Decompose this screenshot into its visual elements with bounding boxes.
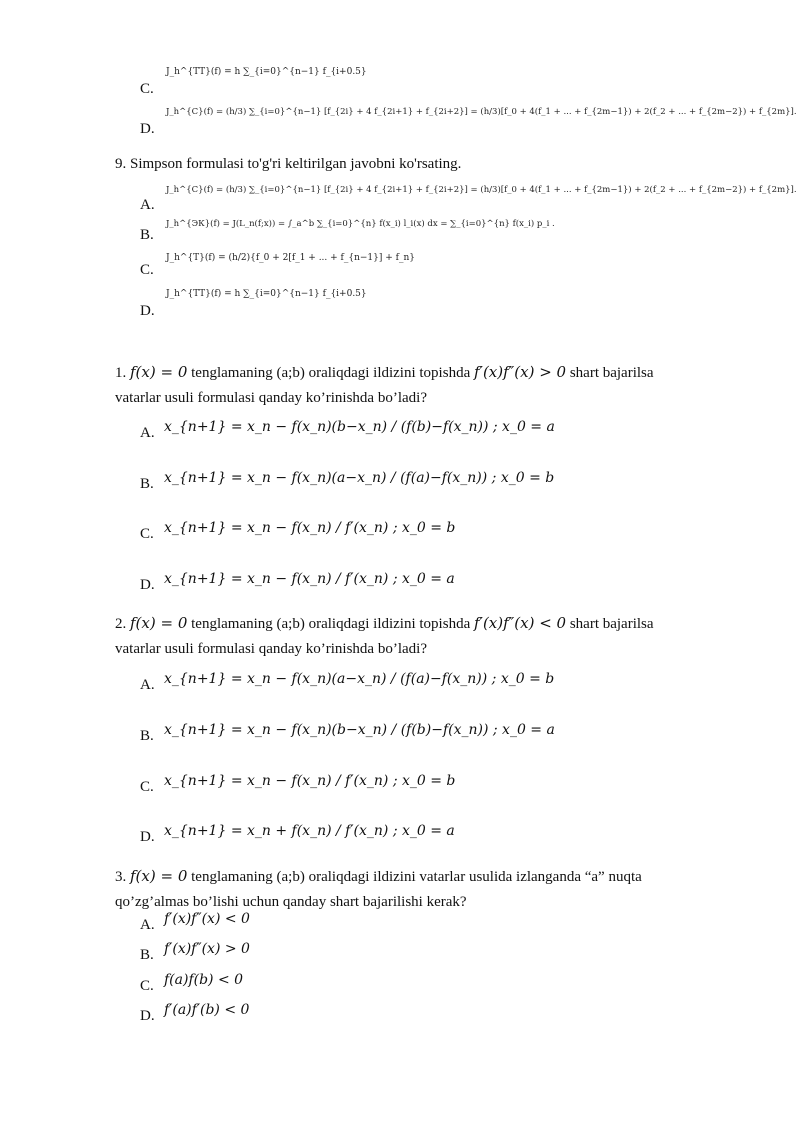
option-letter: D. — [140, 303, 155, 319]
option-letter: A. — [140, 917, 155, 933]
option-letter: B. — [140, 728, 154, 744]
option-letter: D. — [140, 121, 155, 137]
option-letter: C. — [140, 262, 154, 278]
question-text: tenglamaning (a;b) oraliqdagi ildizini topishda — [191, 616, 471, 632]
question-1-line-1 — [115, 362, 654, 383]
question-number: 2. — [115, 616, 127, 632]
question-text: tenglamaning (a;b) oraliqdagi ildizini vatarlar usulida izlanganda “a” nuqta — [191, 869, 642, 885]
question-9-text: 9. Simpson formulasi to'g'ri keltirilgan javobni ko'rsating. — [115, 156, 462, 172]
option-letter: B. — [140, 947, 154, 963]
equation-inline: f(x) = 0 — [130, 363, 188, 381]
question-1-line-2: vatarlar usuli formulasi qanday ko’rinishda bo’ladi? — [115, 390, 427, 406]
condition-formula: f′(x)f″(x) < 0 — [164, 911, 250, 927]
condition-inline: f′(x)f″(x) < 0 — [473, 614, 567, 632]
option-letter: C. — [140, 779, 154, 795]
equation-inline: f(x) = 0 — [130, 867, 188, 885]
question-text: shart bajarilsa — [569, 365, 654, 381]
option-letter: C. — [140, 526, 154, 542]
option-letter: D. — [140, 829, 155, 845]
condition-inline: f′(x)f″(x) > 0 — [473, 363, 567, 381]
option-letter: A. — [140, 197, 155, 213]
question-3-line-1 — [115, 866, 642, 887]
formula-secant-method: x_{n+1} = x_n − f(x_n)(a−x_n) / (f(a)−f(x_n)) ; x_0 = b — [164, 470, 555, 486]
formula-midpoint-rule: J_h^{ТТ}(f) = h ∑_{i=0}^{n−1} f_{i+0.5} — [166, 289, 367, 299]
option-letter: D. — [140, 577, 155, 593]
condition-formula: f′(x)f″(x) > 0 — [164, 941, 250, 957]
formula-newton-method: x_{n+1} = x_n − f(x_n) / f′(x_n) ; x_0 = a — [164, 571, 455, 587]
formula-interpolation-quadrature: J_h^{ЭК}(f) = J(L_n(f;x)) = ∫_a^b ∑_{i=0}^{n} f(x_i) l_i(x) dx = ∑_{i=0}^{n} f(x_i) p_i . — [166, 219, 555, 229]
formula-newton-method: x_{n+1} = x_n + f(x_n) / f′(x_n) ; x_0 = a — [164, 823, 455, 839]
formula-trapezoid-rule: J_h^{T}(f) = (h/2){f_0 + 2[f_1 + ... + f_{n−1}] + f_n} — [166, 253, 416, 263]
option-letter: D. — [140, 1008, 155, 1024]
question-2-line-2: vatarlar usuli formulasi qanday ko’rinishda bo’ladi? — [115, 641, 427, 657]
question-text: tenglamaning (a;b) oraliqdagi ildizini topishda — [191, 365, 471, 381]
option-letter: B. — [140, 227, 154, 243]
option-letter: C. — [140, 978, 154, 994]
question-text: shart bajarilsa — [569, 616, 654, 632]
formula-secant-method: x_{n+1} = x_n − f(x_n)(b−x_n) / (f(b)−f(x_n)) ; x_0 = a — [164, 419, 555, 435]
equation-inline: f(x) = 0 — [130, 614, 188, 632]
question-3-line-2: qo’zg’almas bo’lishi uchun qanday shart bajarilishi kerak? — [115, 894, 467, 910]
formula-simpson-rule: J_h^{C}(f) = (h/3) ∑_{i=0}^{n−1} [f_{2i} + 4 f_{2i+1} + f_{2i+2}] = (h/3)[f_0 + 4(f_1 + ... + f_{2m−1}) + 2(f_2 + ... + f_{2m−2}) + f_{2m}]. — [166, 185, 797, 195]
question-2-line-1 — [115, 613, 654, 634]
formula-newton-method: x_{n+1} = x_n − f(x_n) / f′(x_n) ; x_0 = b — [164, 520, 456, 536]
option-letter: A. — [140, 425, 155, 441]
formula-newton-method: x_{n+1} = x_n − f(x_n) / f′(x_n) ; x_0 = b — [164, 773, 456, 789]
condition-formula: f(a)f(b) < 0 — [164, 972, 244, 988]
option-letter: B. — [140, 476, 154, 492]
question-number: 1. — [115, 365, 127, 381]
option-letter: C. — [140, 81, 154, 97]
formula-secant-method: x_{n+1} = x_n − f(x_n)(a−x_n) / (f(a)−f(x_n)) ; x_0 = b — [164, 671, 555, 687]
question-number: 3. — [115, 869, 127, 885]
formula-simpson-rule: J_h^{C}(f) = (h/3) ∑_{i=0}^{n−1} [f_{2i} + 4 f_{2i+1} + f_{2i+2}] = (h/3)[f_0 + 4(f_1 + ... + f_{2m−1}) + 2(f_2 + ... + f_{2m−2}) + f_{2m}]. — [166, 107, 797, 117]
option-letter: A. — [140, 677, 155, 693]
condition-formula: f′(a)f′(b) < 0 — [164, 1002, 250, 1018]
formula-secant-method: x_{n+1} = x_n − f(x_n)(b−x_n) / (f(b)−f(x_n)) ; x_0 = a — [164, 722, 555, 738]
formula-midpoint-rule: J_h^{ТТ}(f) = h ∑_{i=0}^{n−1} f_{i+0.5} — [166, 67, 367, 77]
